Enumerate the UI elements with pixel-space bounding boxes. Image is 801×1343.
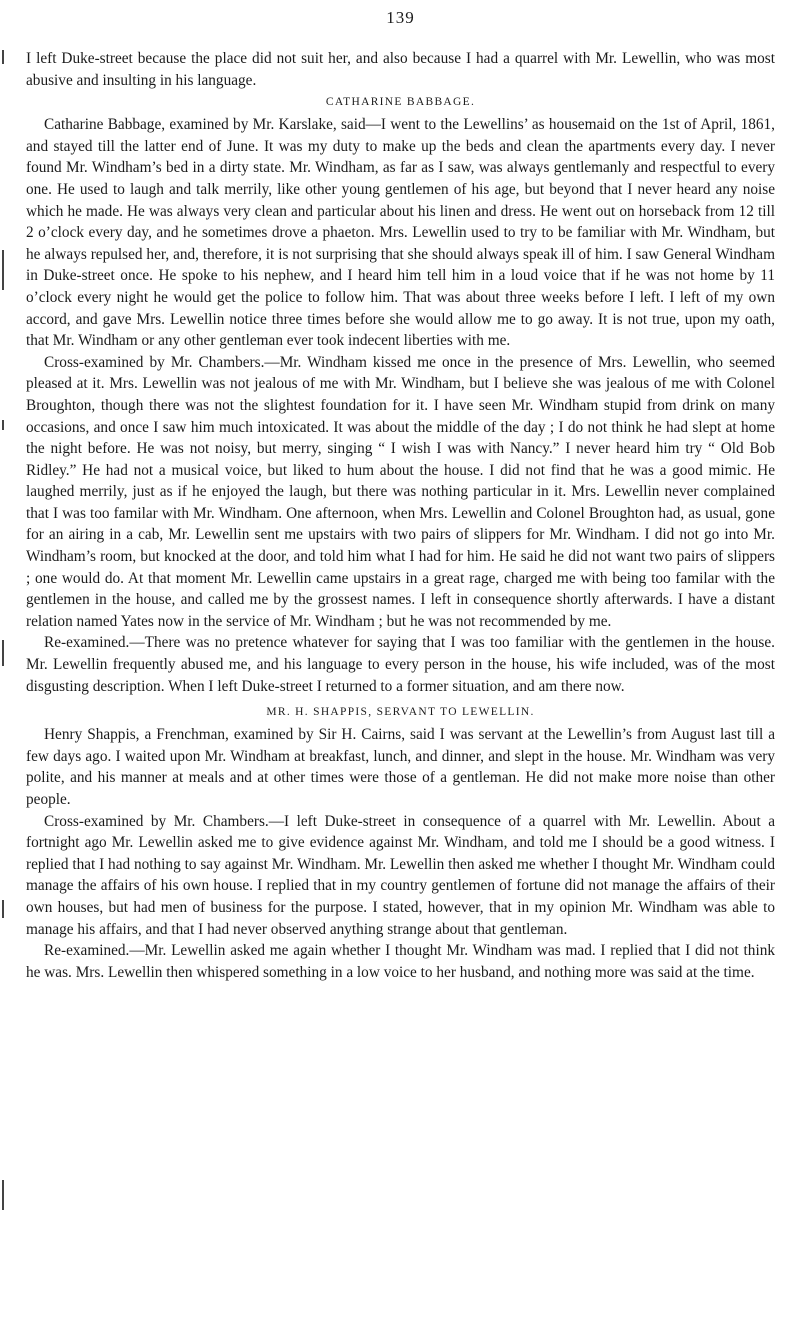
paragraph-cross-examination: Cross-examined by Mr. Chambers.—Mr. Windham kissed me once in the presence of Mrs. Lewellin, who seemed pleased at it. Mrs. Lewellin was not jealous of me with Mr. Windham, but I believe she was jealous of me with Colonel Broughton, though there was not the slightest foundation for it. I have seen Mr. Windham stupid from drink on many occasions, and once I saw him much intoxicated. It was about the middle of the day ; I do not think he had slept at home the night before. He was not noisy, but merry, singing “ I wish I was with Nancy.” I never heard him try “ Old Bob Ridley.” He had not a musical voice, but liked to hum about the house. I did not find that he was a good mimic. He laughed merrily, just as if he enjoyed the laugh, but there was nothing particular in it. Mrs. Lewellin never complained that I was too familar with Mr. Windham. One afternoon, when Mrs. Lewellin and Colonel Broughton had, as usual, gone for an airing in a cab, Mr. Lewellin sent me upstairs with two pairs of slippers for Mr. Windham. I did not go into Mr. Windham’s room, but knocked at the door, and told him what I had for him. He said he did not want two pairs of slippers ; one would do. At that moment Mr. Lewellin came upstairs in a great rage, charged me with being too familar with the gentlemen in the house, and called me by the grossest names. I left in consequence shortly afterwards. I have a distant relation named Yates now in the service of Mr. Windham ; but he was not recommended by me. [26,353,775,630]
paragraph-examination: Henry Shappis, a Frenchman, examined by Sir H. Cairns, said I was servant at the Lewellin’s from August last till a few days ago. I waited upon Mr. Windham at breakfast, lunch, and dinner, and slept in the house. Mr. Windham was very polite, and his manner at meals and at other times were those of a gentleman. He did not make more noise than other people. [26,726,775,808]
paragraph-examination: Catharine Babbage, examined by Mr. Karslake, said—I went to the Lewellins’ as housemaid on the 1st of April, 1861, and stayed till the latter end of June. It was my duty to make up the beds and clean the apartments every day. I never found Mr. Windham’s bed in a dirty state. Mr. Windham, as far as I saw, was always gentlemanly and respectful to every one. He used to laugh and talk merrily, like other young gentlemen of his age, but beyond that I never heard any noise which he made. He was always very clean and particular about his linen and dress. He went out on horseback from 12 till 2 o’clock every day, and he sometimes drove a phaeton. Mrs. Lewellin used to try to be familiar with Mr. Windham, but he always repulsed her, and, therefore, it is not surprising that she should always speak ill of him. I saw General Windham in Duke-street once. He spoke to his nephew, and I heard him tell him in a loud voice that if he was not home by 11 o’clock every night he would get the police to follow him. That was about three weeks before I left. I left of my own accord, and gave Mrs. Lewellin notice three times before she would allow me to go away. It is not true, upon my oath, that Mr. Windham or any other gentleman ever took indecent liberties with me. [26,116,775,350]
section-heading-h-shappis: MR. H. SHAPPIS, SERVANT TO LEWELLIN. [266,706,535,719]
paragraph-re-examination: Re-examined.—There was no pretence whatever for saying that I was too familiar with the gentlemen in the house. Mr. Lewellin frequently abused me, and his language to every person in the house, his wife included, was of the most disgusting description. When I left Duke-street I returned to a former situation, and am there now. [26,634,775,695]
binding-edge [0,0,10,1343]
page-number: 139 [386,8,415,27]
section-heading-catharine-babbage: CATHARINE BABBAGE. [325,96,476,109]
paragraph-continued: I left Duke-street because the place did not suit her, and also because I had a quarrel with Mr. Lewellin, who was most abusive and insulting in his language. [26,50,775,89]
paragraph-re-examination: Re-examined.—Mr. Lewellin asked me again whether I thought Mr. Windham was mad. I replied that I did not think he was. Mrs. Lewellin then whispered something in a low voice to her husband, and nothing more was said at the time. [26,942,775,981]
paragraph-cross-examination: Cross-examined by Mr. Chambers.—I left Duke-street in consequence of a quarrel with Mr. Lewellin. About a fortnight ago Mr. Lewellin asked me to give evidence against Mr. Windham, and told me I should be a good witness. I replied that I had nothing to say against Mr. Windham. Mr. Lewellin then asked me whether I thought Mr. Windham could manage the affairs of his own house. I replied that in my country gentlemen of fortune did not manage the affairs of their own houses, but had men of business for the purpose. I stated, however, that in my opinion Mr. Windham was able to manage his affairs, and that I had never observed anything strange about that gentleman. [26,812,775,938]
